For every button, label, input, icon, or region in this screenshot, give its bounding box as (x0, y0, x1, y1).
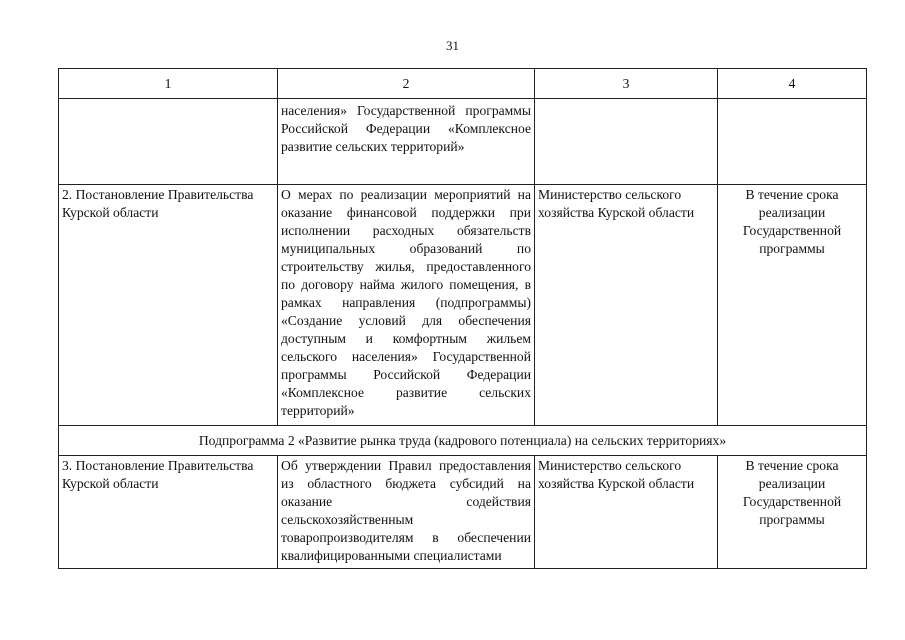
page-number: 31 (446, 38, 459, 53)
table-header-row (59, 69, 867, 99)
header-cell-1: 1 (59, 69, 278, 99)
continuation-col3 (535, 99, 718, 185)
subprogram-title: Подпрограмма 2 «Развитие рынка труда (кадрового потенциала) на сельских территориях» (59, 426, 867, 456)
row3-title: Об утверждении Правил предоставления из областного бюджета субсидий на оказание содействия сельскохозяйственным товаропроизводителям в обеспечении квалифицированными специалистами (278, 456, 535, 569)
row3-deadline: В течение срока реализации Государственной программы (718, 456, 867, 569)
table-row-continuation (59, 99, 867, 185)
continuation-col2: населения» Государственной программы Российской Федерации «Комплексное развитие сельских территорий» (278, 99, 535, 185)
row3-document-type: 3. Постановление Правительства Курской области (59, 456, 278, 569)
row2-document-type: 2. Постановление Правительства Курской области (59, 185, 278, 426)
continuation-col1 (59, 99, 278, 185)
row2-responsible: Министерство сельского хозяйства Курской области (535, 185, 718, 426)
document-table (58, 68, 867, 569)
row2-deadline: В течение срока реализации Государственной программы (718, 185, 867, 426)
header-cell-2: 2 (278, 69, 535, 99)
continuation-col4 (718, 99, 867, 185)
row3-responsible: Министерство сельского хозяйства Курской области (535, 456, 718, 569)
row2-title: О мерах по реализации мероприятий на оказание финансовой поддержки при исполнении расходных обязательств муниципальных образований по строительству жилья, предоставленного по договору найма жилого помещения, в рамках направления (подпрограммы) «Создание условий для обеспечения доступным и комфортным жильем сельского населения» Государственной программы Российской Федерации «Комплексное развитие сельских территорий» (278, 185, 535, 426)
table-row-3 (59, 456, 867, 569)
header-cell-3: 3 (535, 69, 718, 99)
table-row-2 (59, 185, 867, 426)
header-cell-4: 4 (718, 69, 867, 99)
subprogram-section-row (59, 426, 867, 456)
